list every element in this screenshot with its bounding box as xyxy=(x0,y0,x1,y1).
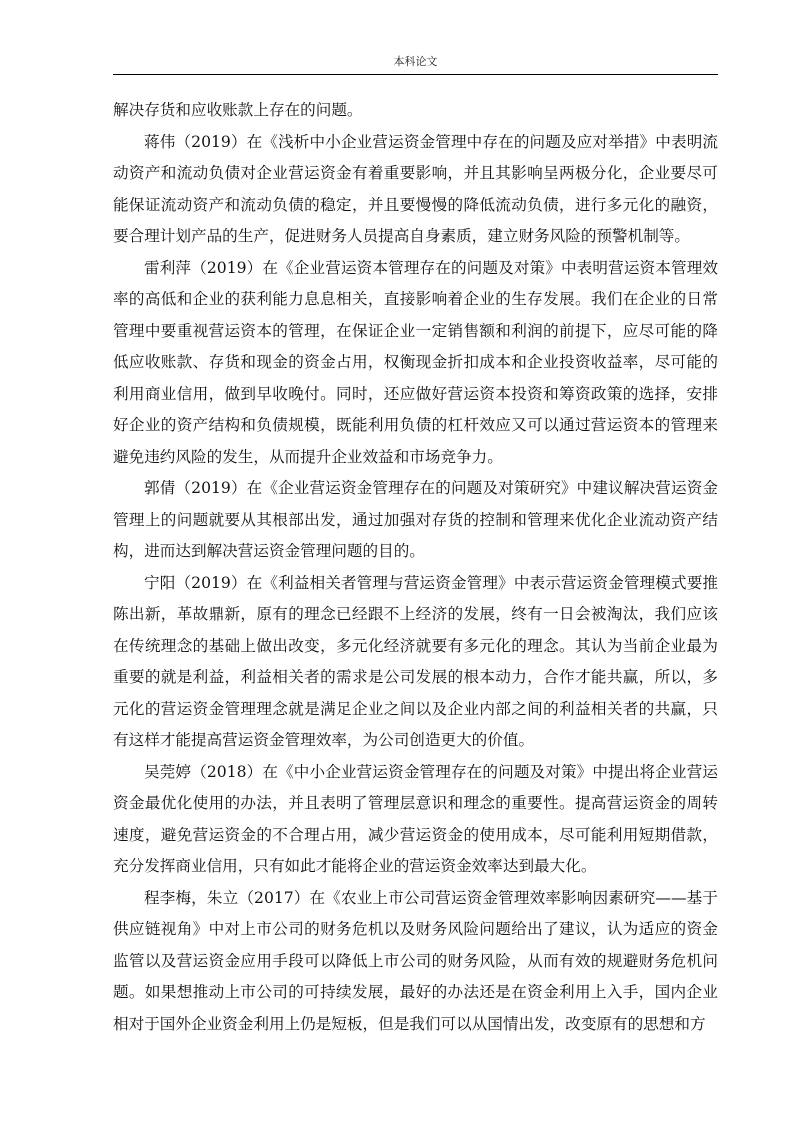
paragraph-lei-liping: 雷利萍（2019）在《企业营运资本管理存在的问题及对策》中表明营运资本管理效率的高低和企业的获利能力息息相关，直接影响着企业的生存发展。我们在企业的日常管理中要重视营运资本的管理，在保证企业一定销售额和利润的前提下，应尽可能的降低应收账款、存货和现金的资金占用，权衡现金折扣成本和企业投资收益率，尽可能的利用商业信用，做到早收晚付。同时，还应做好营运资本投资和筹资政策的选择，安排好企业的资产结构和负债规模，既能利用负债的杠杆效应又可以通过营运资本的管理来避免违约风险的发生，从而提升企业效益和市场竞争力。 xyxy=(113,258,718,466)
document-body xyxy=(113,95,718,1040)
paragraph-wu-wanting: 吴莞婷（2018）在《中小企业营运资金管理存在的问题及对策》中提出将企业营运资金最优化使用的办法，并且表明了管理层意识和理念的重要性。提高营运资金的周转速度，避免营运资金的不合理占用，减少营运资金的使用成本，尽可能利用短期借款，充分发挥商业信用，只有如此才能将企业的营运资金效率达到最大化。 xyxy=(113,762,718,875)
paragraph-ning-yang: 宁阳（2019）在《利益相关者管理与营运资金管理》中表示营运资金管理模式要推陈出新，革故鼎新，原有的理念已经跟不上经济的发展，终有一日会被淘汰，我们应该在传统理念的基础上做出改变，多元化经济就要有多元化的理念。其认为当前企业最为重要的就是利益，利益相关者的需求是公司发展的根本动力，合作才能共赢，所以，多元化的营运资金管理理念就是满足企业之间以及企业内部之间的利益相关者的共赢，只有这样才能提高营运资金管理效率，为公司创造更大的价值。 xyxy=(113,573,718,749)
page-header xyxy=(113,56,718,75)
paragraph-continuation: 解决存货和应收账款上存在的问题。 xyxy=(113,101,363,119)
paragraph-jiang-wei: 蒋伟（2019）在《浅析中小企业营运资金管理中存在的问题及应对举措》中表明流动资产和流动负债对企业营运资金有着重要影响，并且其影响呈两极分化，企业要尽可能保证流动资产和流动负债的稳定，并且要慢慢的降低流动负债，进行多元化的融资，要合理计划产品的生产，促进财务人员提高自身素质，建立财务风险的预警机制等。 xyxy=(113,132,718,245)
paragraph-cheng-limei: 程李梅，朱立（2017）在《农业上市公司营运资金管理效率影响因素研究——基于供应链视角》中对上市公司的财务危机以及财务风险问题给出了建议，认为适应的资金监管以及营运资金应用手段可以降低上市公司的财务风险，从而有效的规避财务危机问题。如果想推动上市公司的可持续发展，最好的办法还是在资金利用上入手，国内企业相对于国外企业资金利用上仍是短板，但是我们可以从国情出发，改变原有的思想和方 xyxy=(113,888,718,1033)
paragraph-guo-qian: 郭倩（2019）在《企业营运资金管理存在的问题及对策研究》中建议解决营运资金管理上的问题就要从其根部出发，通过加强对存货的控制和管理来优化企业流动资产结构，进而达到解决营运资金管理问题的目的。 xyxy=(113,479,718,560)
header-title: 本科论文 xyxy=(393,55,438,68)
